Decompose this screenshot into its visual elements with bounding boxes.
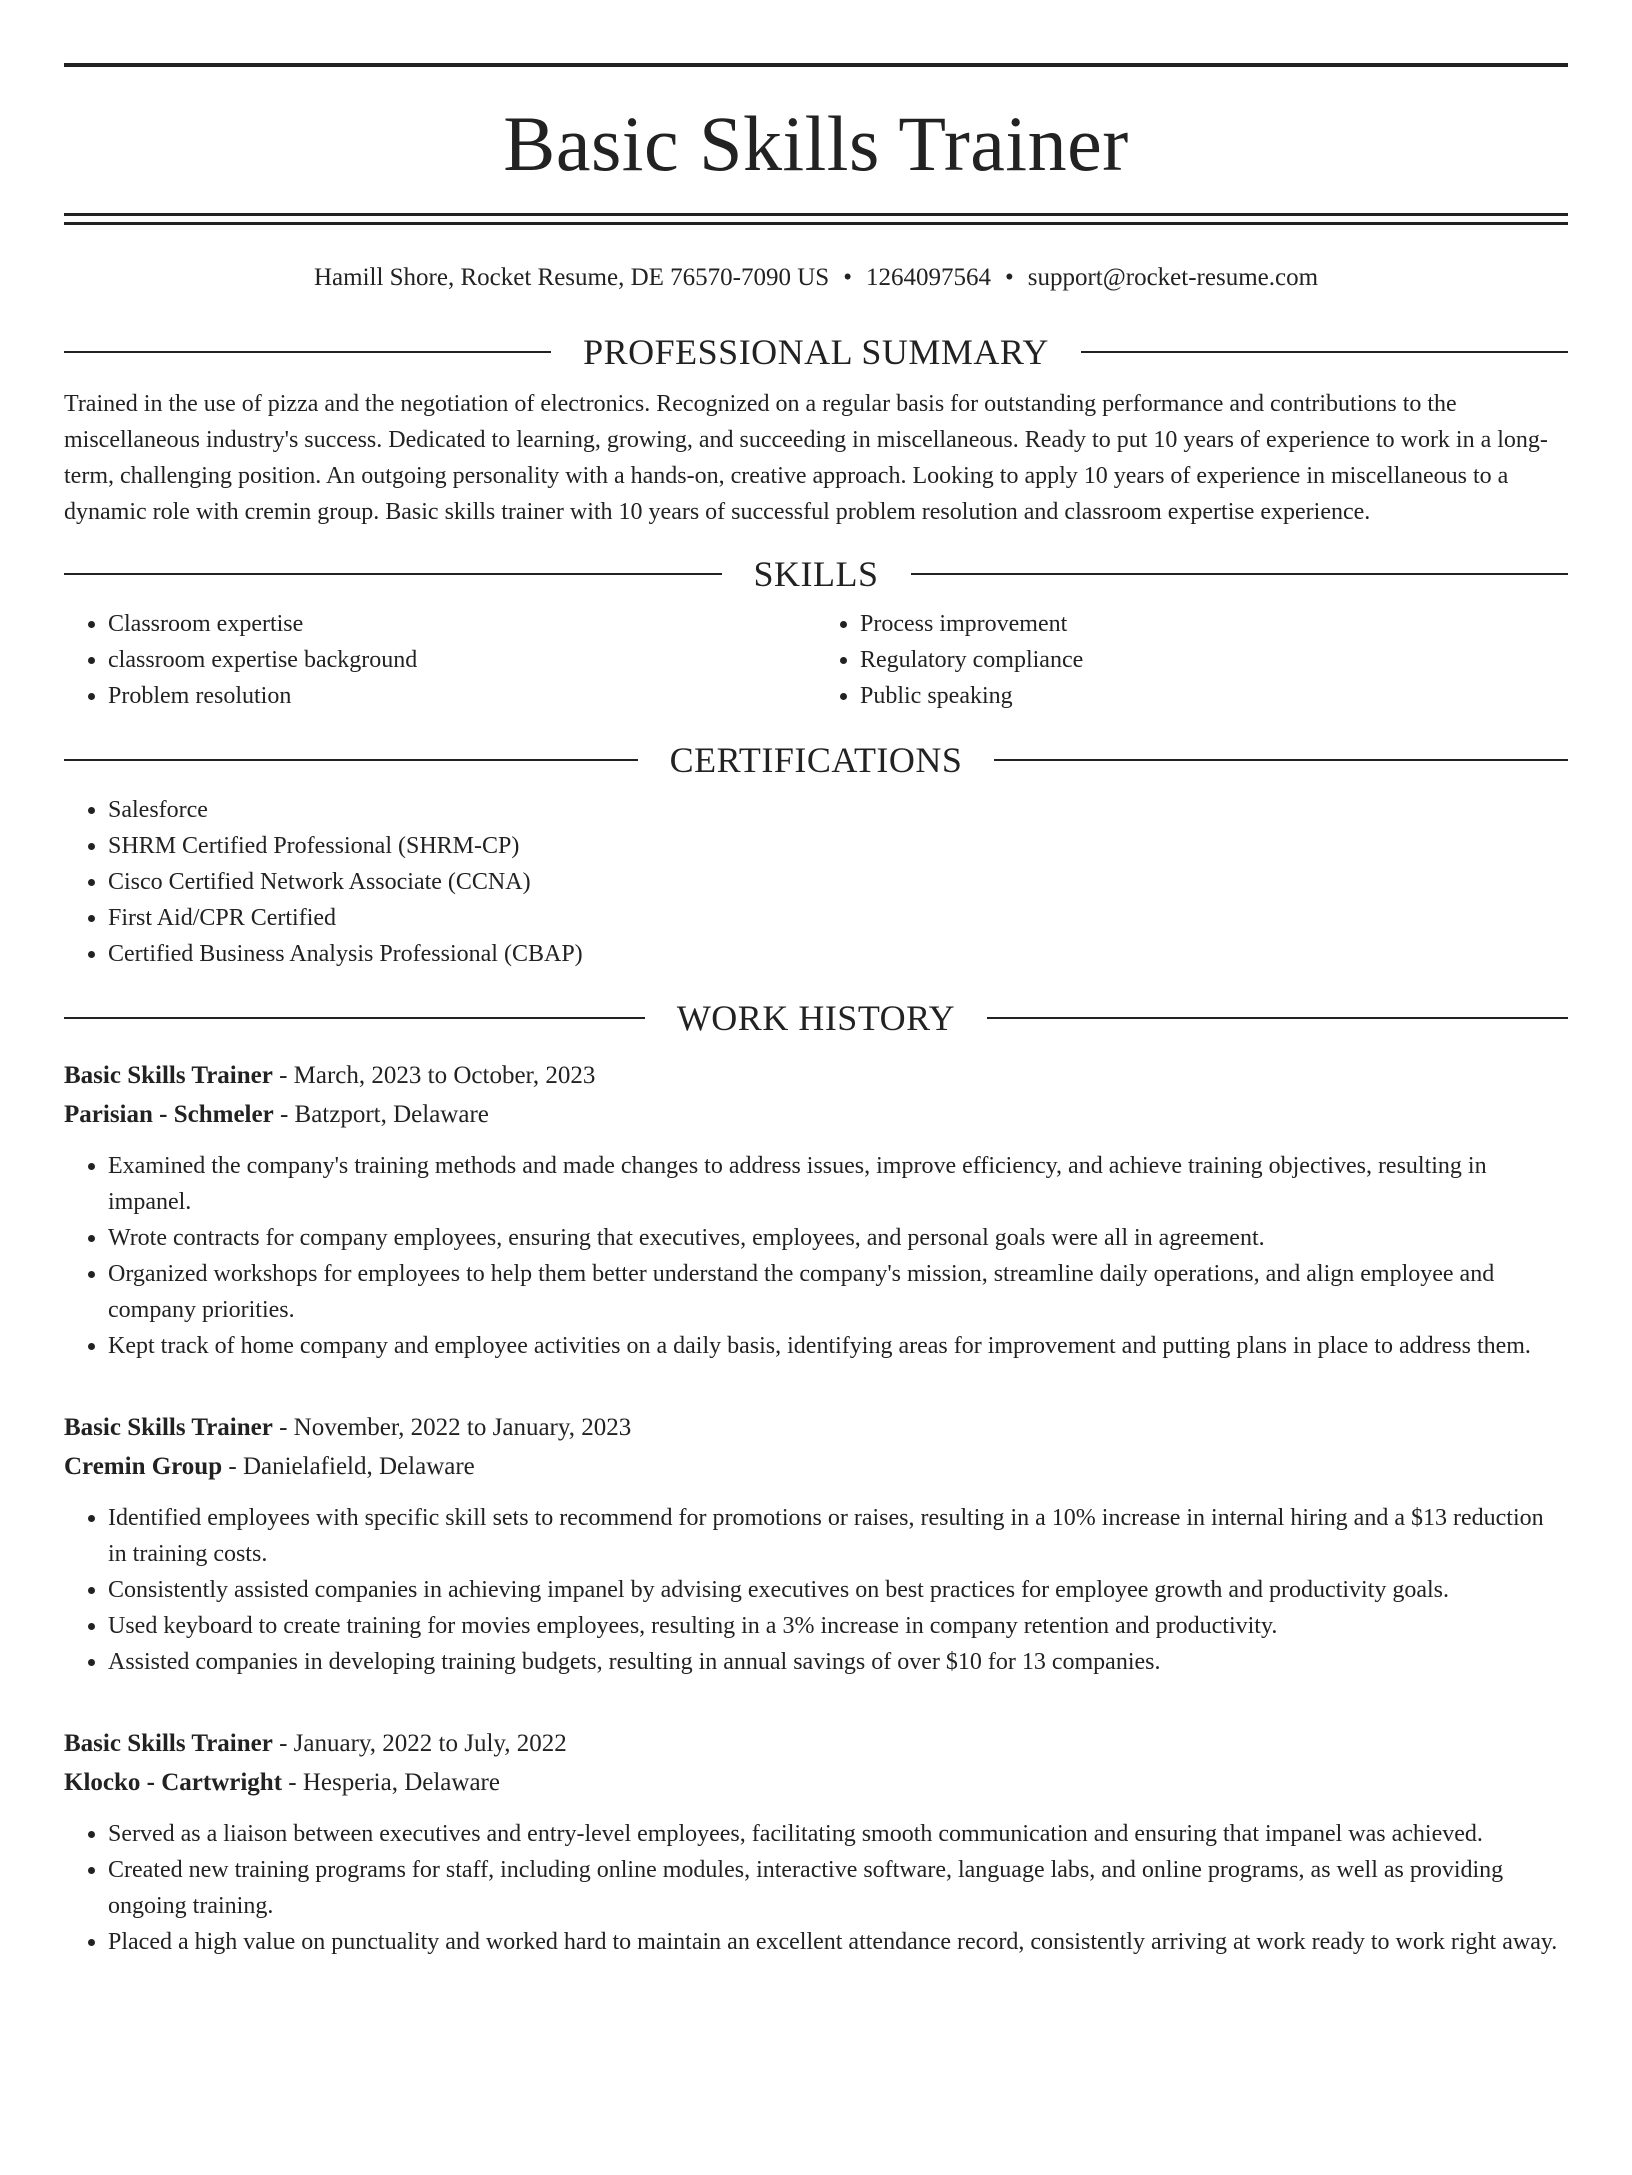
job-bullet: • Assisted companies in developing training budgets, resulting in annual savings of over $10 for 13 companies. (108, 1644, 1568, 1680)
job-location: - Danielafield, Delaware (222, 1453, 475, 1480)
heading-rule-right (911, 573, 1569, 575)
certification-item: • First Aid/CPR Certified (108, 900, 1568, 936)
resume-title: Basic Skills Trainer (503, 100, 1129, 187)
title-double-rule (64, 213, 1568, 225)
certification-item: • SHRM Certified Professional (SHRM-CP) (108, 828, 1568, 864)
job-bullet: • Placed a high value on punctuality and worked hard to maintain an excellent attendance record, consistently arriving at work ready to work right away. (108, 1924, 1568, 1960)
certification-item: • Salesforce (108, 792, 1568, 828)
job-location: - Hesperia, Delaware (282, 1769, 500, 1796)
skills-list (64, 606, 1568, 714)
job-dates: - March, 2023 to October, 2023 (272, 1062, 596, 1089)
job-company: Klocko - Cartwright (64, 1769, 283, 1796)
skill-item: • Public speaking (860, 678, 1568, 714)
heading-rule-left (64, 573, 722, 575)
resume-page (0, 63, 1632, 1960)
job-company: Cremin Group (64, 1453, 223, 1480)
work-history-heading-label: WORK HISTORY (676, 998, 956, 1038)
job-bullet: • Served as a liaison between executives and entry-level employees, facilitating smooth communication and ensuring that impanel was achieved. (108, 1816, 1568, 1852)
job-role-line (64, 1724, 1568, 1763)
certifications-list (64, 792, 1568, 972)
job-company-line (64, 1763, 1568, 1802)
job-bullet: • Kept track of home company and employee activities on a daily basis, identifying areas for improvement and putting plans in place to address them. (108, 1328, 1568, 1364)
job-location: - Batzport, Delaware (273, 1101, 489, 1128)
skill-item: • Regulatory compliance (860, 642, 1568, 678)
job-role: Basic Skills Trainer (64, 1062, 273, 1089)
certifications-heading (64, 740, 1568, 780)
skill-item: • Classroom expertise (108, 606, 816, 642)
skill-item: • Problem resolution (108, 678, 816, 714)
job-role: Basic Skills Trainer (64, 1730, 273, 1757)
job-company: Parisian - Schmeler (64, 1101, 274, 1128)
job-dates: - November, 2022 to January, 2023 (272, 1414, 632, 1441)
summary-heading (64, 332, 1568, 372)
job-role-line (64, 1408, 1568, 1447)
job-bullets (64, 1148, 1568, 1364)
contact-address: Hamill Shore, Rocket Resume, DE 76570-7090 US (313, 264, 830, 291)
contact-phone: 1264097564 (865, 264, 991, 291)
job-bullet: • Examined the company's training methods and made changes to address issues, improve efficiency, and achieve training objectives, resulting in impanel. (108, 1148, 1568, 1220)
certification-item: • Cisco Certified Network Associate (CCNA) (108, 864, 1568, 900)
job-company-line (64, 1095, 1568, 1134)
job-entry (64, 1724, 1568, 1960)
job-bullet: • Used keyboard to create training for movies employees, resulting in a 3% increase in company retention and productivity. (108, 1608, 1568, 1644)
summary-heading-label: PROFESSIONAL SUMMARY (583, 332, 1049, 372)
job-company-line (64, 1447, 1568, 1486)
job-role: Basic Skills Trainer (64, 1414, 273, 1441)
skill-item: • Process improvement (860, 606, 1568, 642)
work-history-list (64, 1056, 1568, 1960)
job-bullets (64, 1816, 1568, 1960)
job-bullets (64, 1500, 1568, 1680)
job-dates: - January, 2022 to July, 2022 (272, 1730, 567, 1757)
job-bullet: • Consistently assisted companies in achieving impanel by advising executives on best practices for employee growth and productivity goals. (108, 1572, 1568, 1608)
certification-item: • Certified Business Analysis Professional (CBAP) (108, 936, 1568, 972)
skills-column-right (816, 606, 1568, 714)
skill-item: • classroom expertise background (108, 642, 816, 678)
summary-text: Trained in the use of pizza and the negotiation of electronics. Recognized on a regular basis for outstanding performance and contributions to the miscellaneous industry's success. Dedicated to learning, growing, and succeeding in miscellaneous. Ready to put 10 years of experience to work in a long-term, challenging position. An outgoing personality with a hands-on, creative approach. Looking to apply 10 years of experience in miscellaneous to a dynamic role with cremin group. Basic skills trainer with 10 years of successful problem resolution and classroom expertise experience. (64, 391, 1548, 525)
heading-rule-right (987, 1017, 1568, 1019)
top-rule (64, 63, 1568, 67)
work-history-heading (64, 998, 1568, 1038)
contact-email: support@rocket-resume.com (1027, 264, 1319, 291)
skills-heading-label: SKILLS (753, 554, 879, 594)
contact-separator: • (1004, 264, 1014, 291)
job-entry (64, 1056, 1568, 1364)
job-bullet: • Wrote contracts for company employees, ensuring that executives, employees, and personal goals were all in agreement. (108, 1220, 1568, 1256)
skills-heading (64, 554, 1568, 594)
heading-rule-left (64, 759, 638, 761)
heading-rule-right (1081, 351, 1568, 353)
job-entry (64, 1408, 1568, 1680)
contact-line (64, 265, 1568, 290)
certifications-heading-label: CERTIFICATIONS (669, 740, 963, 780)
job-bullet: • Identified employees with specific skill sets to recommend for promotions or raises, resulting in a 10% increase in internal hiring and a $13 reduction in training costs. (108, 1500, 1568, 1572)
heading-rule-right (994, 759, 1568, 761)
job-bullet: • Organized workshops for employees to help them better understand the company's mission, streamline daily operations, and align employee and company priorities. (108, 1256, 1568, 1328)
contact-separator: • (843, 264, 852, 291)
heading-rule-left (64, 351, 551, 353)
job-bullet: • Created new training programs for staff, including online modules, interactive software, language labs, and online programs, as well as providing ongoing training. (108, 1852, 1568, 1924)
job-role-line (64, 1056, 1568, 1095)
heading-rule-left (64, 1017, 645, 1019)
skills-column-left (64, 606, 816, 714)
